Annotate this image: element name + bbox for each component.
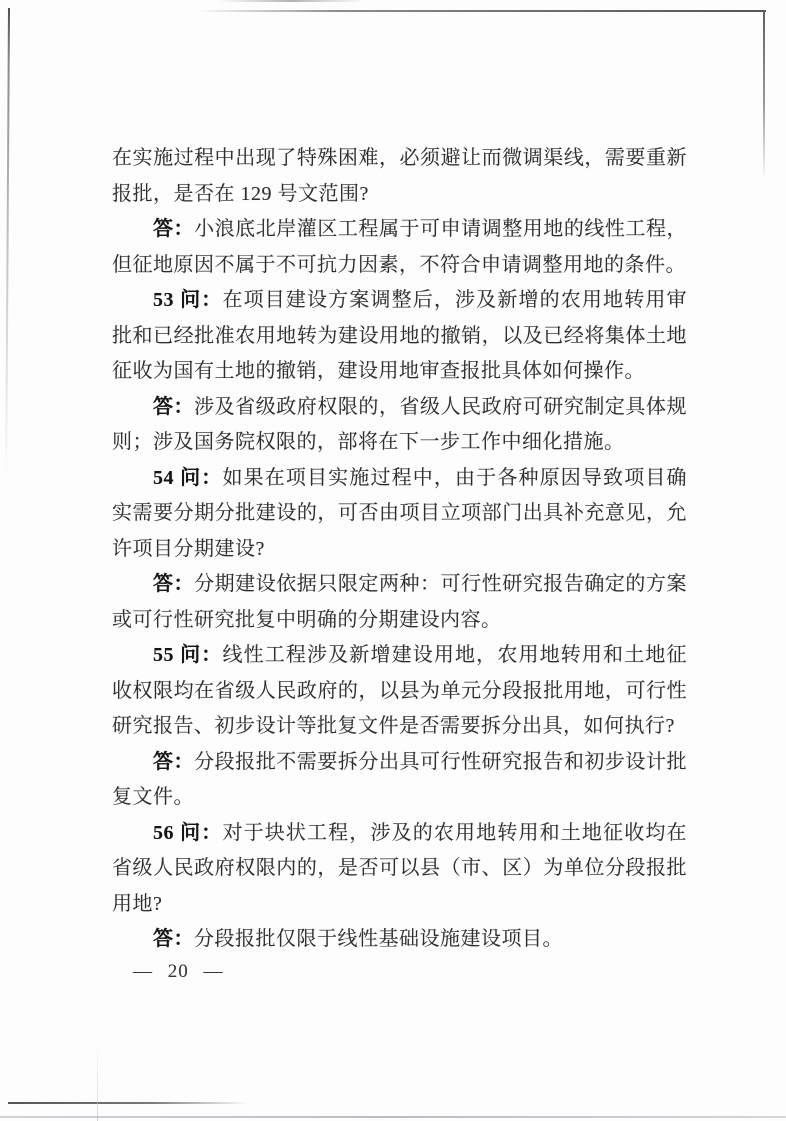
- scan-top-edge-line: [196, 10, 766, 12]
- page-number: — 20 —: [133, 961, 224, 982]
- paragraph-text: 涉及省级政府权限的，省级人民政府可研究制定具体规则；涉及国务院权限的，部将在下一步工作中细化措施。: [112, 395, 688, 453]
- paragraph-text: 分段报批仅限于线性基础设施建设项目。: [194, 928, 563, 950]
- question-53-paragraph: [112, 283, 687, 390]
- question-56-paragraph: [112, 816, 687, 923]
- paragraph-text: 如果在项目实施过程中，由于各种原因导致项目确实需要分期分批建设的，可否由项目立项部门出具补充意见，允许项目分期建设?: [112, 466, 687, 560]
- answer-prefix: 答：: [153, 750, 195, 773]
- answer-paragraph: [112, 390, 687, 461]
- paragraph-text: 线性工程涉及新增建设用地，农用地转用和土地征收权限均在省级人民政府的，以县为单元分段报批用地，可行性研究报告、初步设计等批复文件是否需要拆分出具，如何执行?: [112, 644, 687, 737]
- answer-paragraph: [112, 745, 687, 816]
- paragraph-text: 小浪底北岸灌区工程属于可申请调整用地的线性工程，但征地原因不属于不可抗力因素，不符合申请调整用地的条件。: [112, 218, 688, 276]
- question-55-paragraph: [112, 638, 687, 745]
- question-54-paragraph: [112, 461, 687, 568]
- paragraph-text: 分段报批不需要拆分出具可行性研究报告和初步设计批复文件。: [112, 750, 688, 808]
- answer-prefix: 答：: [153, 395, 195, 418]
- question-prefix: 56 问：: [153, 821, 223, 844]
- answer-prefix: 答：: [153, 928, 194, 950]
- question-continuation-paragraph: [112, 141, 687, 212]
- scan-left-scratch-line: [5, 8, 9, 478]
- document-body: [112, 141, 687, 958]
- scan-right-edge-line: [763, 10, 765, 180]
- answer-prefix: 答：: [153, 573, 195, 595]
- paragraph-text: 在项目建设方案调整后，涉及新增的农用地转用审批和已经批准农用地转为建设用地的撤销，以及已经将集体土地征收为国有土地的撤销，建设用地审查报批具体如何操作。: [112, 289, 687, 382]
- scan-top-edge-tick: [218, 0, 364, 2]
- paragraph-text: 对于块状工程，涉及的农用地转用和土地征收均在省级人民政府权限内的，是否可以县（市、区）为单位分段报批用地?: [112, 821, 687, 915]
- scan-bottom-scratch-line: [8, 1102, 248, 1104]
- scan-bottom-edge-shadow: [0, 1116, 786, 1118]
- paragraph-text: 在实施过程中出现了特殊困难，必须避让而微调渠线，需要重新报批，是否在 129 号文范围?: [112, 147, 687, 205]
- question-prefix: 53 问：: [153, 289, 223, 311]
- answer-paragraph: [112, 567, 687, 638]
- question-prefix: 55 问：: [153, 644, 223, 666]
- answer-paragraph: [112, 922, 687, 958]
- scan-fold-line: [97, 1040, 98, 1121]
- answer-prefix: 答：: [153, 218, 195, 240]
- question-prefix: 54 问：: [153, 466, 223, 489]
- answer-paragraph: [112, 212, 687, 283]
- paragraph-text: 分期建设依据只限定两种：可行性研究报告确定的方案或可行性研究批复中明确的分期建设内容。: [112, 573, 688, 631]
